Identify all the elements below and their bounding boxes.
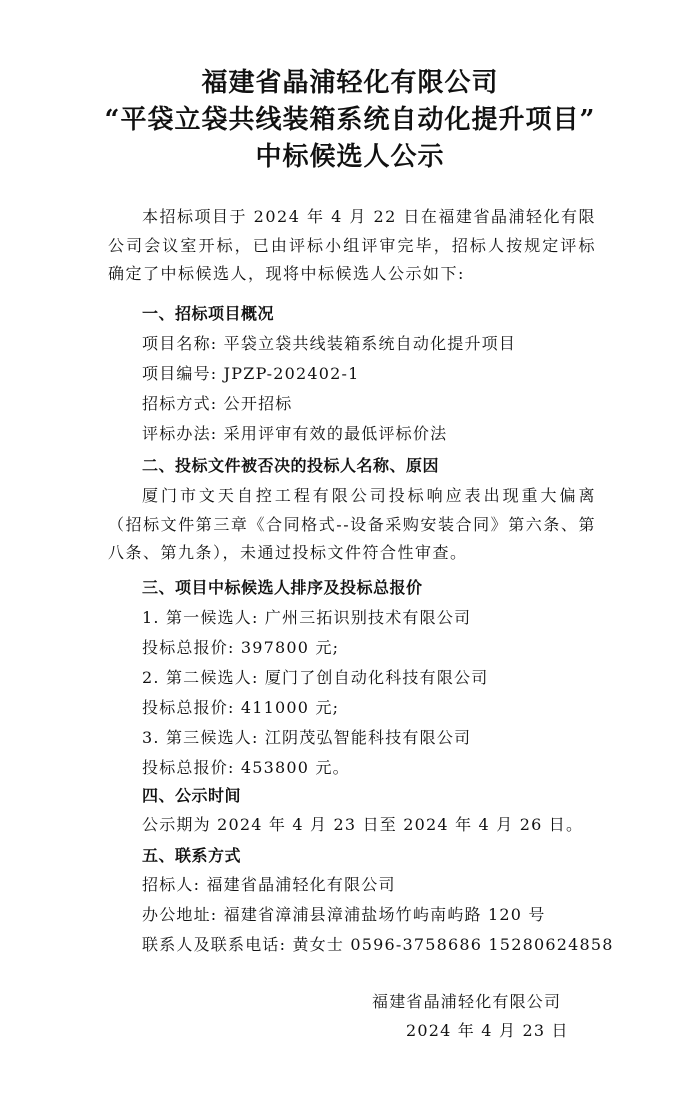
title-company: 福建省晶浦轻化有限公司 <box>201 68 499 98</box>
rejected-bidder-text: 厦门市文天自控工程有限公司投标响应表出现重大偏离（招标文件第三章《合同格式--设备采购安装合同》第六条、第八条、第九条），未通过投标文件符合性审查。 <box>108 486 596 562</box>
office-address: 办公地址: 福建省漳浦县漳浦盐场竹屿南屿路 120 号 <box>142 905 546 924</box>
section5-heading: 五、联系方式 <box>142 846 242 865</box>
title-notice: 中标候选人公示 <box>255 142 445 172</box>
contact-info: 联系人及联系电话: 黄女士 0596-3758686 15280624858 <box>142 935 614 954</box>
candidate-2-name: 2. 第二候选人: 厦门了创自动化科技有限公司 <box>142 668 489 687</box>
candidate-1-price: 投标总报价: 397800 元; <box>142 638 340 657</box>
candidate-3-price: 投标总报价: 453800 元。 <box>142 758 350 777</box>
title-project: “平袋立袋共线装箱系统自动化提升项目” <box>104 105 596 135</box>
signature-date: 2024 年 4 月 23 日 <box>406 1021 569 1040</box>
project-name: 项目名称: 平袋立袋共线装箱系统自动化提升项目 <box>142 334 517 353</box>
candidate-1-name: 1. 第一候选人: 广州三拓识别技术有限公司 <box>142 608 472 627</box>
section1-heading: 一、招标项目概况 <box>142 304 275 323</box>
bid-method: 招标方式: 公开招标 <box>142 394 293 413</box>
publicity-period: 公示期为 2024 年 4 月 23 日至 2024 年 4 月 26 日。 <box>142 815 584 834</box>
tenderer: 招标人: 福建省晶浦轻化有限公司 <box>142 875 396 894</box>
candidate-3-name: 3. 第三候选人: 江阴茂弘智能科技有限公司 <box>142 728 472 747</box>
candidate-2-price: 投标总报价: 411000 元; <box>142 698 340 717</box>
signature-company: 福建省晶浦轻化有限公司 <box>372 992 562 1011</box>
section3-heading: 三、项目中标候选人排序及投标总报价 <box>142 578 423 597</box>
evaluation-method: 评标办法: 采用评审有效的最低评标价法 <box>142 424 448 443</box>
section4-heading: 四、公示时间 <box>142 786 242 805</box>
intro-paragraph: 本招标项目于 2024 年 4 月 22 日在福建省晶浦轻化有限公司会议室开标，已由评标小组评审完毕，招标人按规定评标确定了中标候选人，现将中标候选人公示如下: <box>108 207 596 283</box>
project-number: 项目编号: JPZP-202402-1 <box>142 364 360 383</box>
section2-heading: 二、投标文件被否决的投标人名称、原因 <box>142 456 440 475</box>
